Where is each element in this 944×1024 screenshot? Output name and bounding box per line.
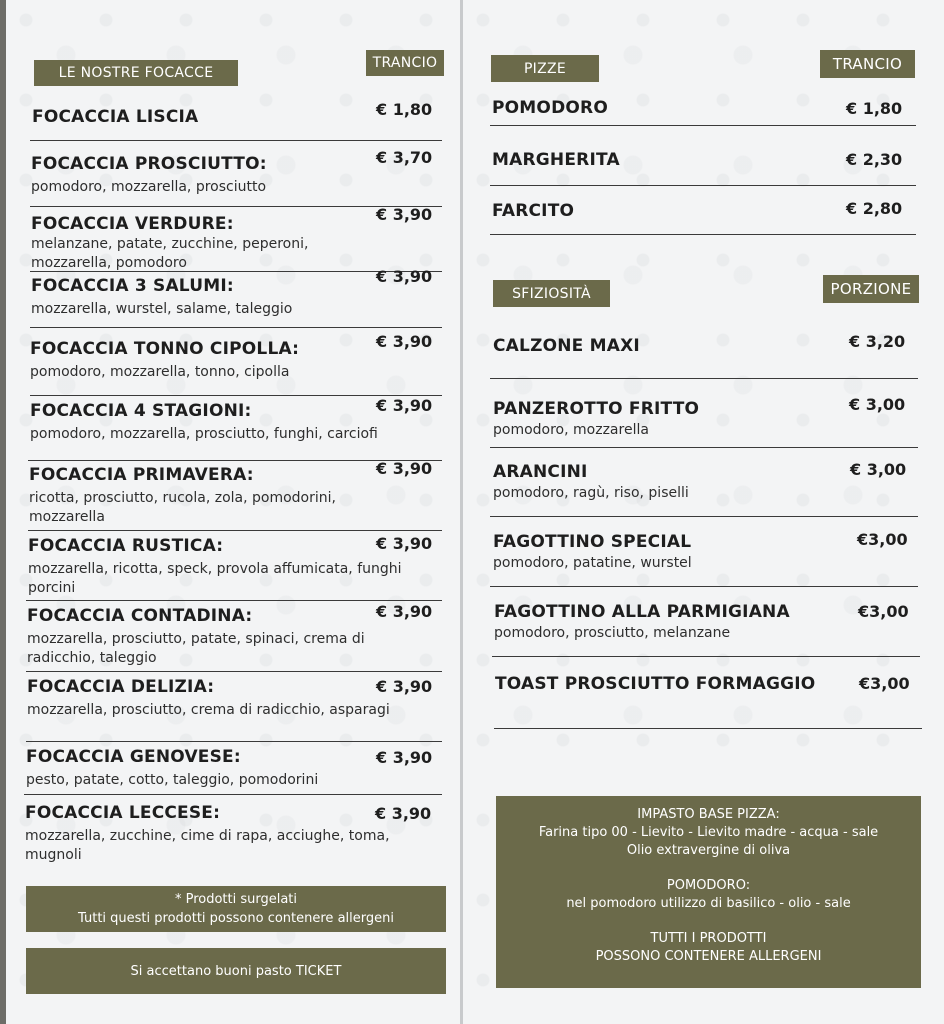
item-price: € 3,00 <box>850 460 907 479</box>
item-name: ARANCINI <box>493 462 588 482</box>
item-name: FOCACCIA 3 SALUMI: <box>31 276 234 296</box>
item-name: FOCACCIA CONTADINA: <box>27 606 253 626</box>
dough-info-box <box>496 796 921 988</box>
item-name: POMODORO <box>492 98 608 118</box>
divider <box>490 586 918 587</box>
item-description: pesto, patate, cotto, taleggio, pomodorini <box>26 772 319 788</box>
divider <box>490 447 918 448</box>
item-description: pomodoro, mozzarella, prosciutto, funghi, carciofi <box>30 426 378 442</box>
allergen-note <box>26 886 446 932</box>
divider <box>28 530 442 531</box>
item-price: € 3,90 <box>376 459 433 478</box>
item-price: € 3,90 <box>376 534 433 553</box>
item-description: mozzarella, ricotta, speck, provola affumicata, funghi porcini <box>28 561 402 596</box>
item-name: FOCACCIA GENOVESE: <box>26 747 241 767</box>
item-price: € 3,70 <box>376 148 433 167</box>
impasto-title: IMPASTO BASE PIZZA: <box>637 807 780 822</box>
divider <box>490 185 916 186</box>
item-description: pomodoro, patatine, wurstel <box>493 555 692 571</box>
item-description: mozzarella, prosciutto, crema di radicchio, asparagi <box>27 702 390 718</box>
section-title-pizze: PIZZE <box>491 55 599 82</box>
item-name: MARGHERITA <box>492 150 620 170</box>
divider <box>26 600 442 601</box>
item-price: € 3,90 <box>376 677 433 696</box>
item-name: FOCACCIA DELIZIA: <box>27 677 215 697</box>
item-price: € 3,00 <box>849 395 906 414</box>
allergen-title: TUTTI I PRODOTTI <box>650 931 767 946</box>
item-price: € 2,80 <box>846 199 903 218</box>
item-description: mozzarella, wurstel, salame, taleggio <box>31 301 293 317</box>
section-title-sfiziosita: SFIZIOSITÀ <box>493 280 610 307</box>
item-name: FOCACCIA 4 STAGIONI: <box>30 401 252 421</box>
item-name: CALZONE MAXI <box>493 336 640 356</box>
item-name: FOCACCIA RUSTICA: <box>28 536 224 556</box>
item-price: € 2,30 <box>846 150 903 169</box>
divider <box>490 516 918 517</box>
item-price: € 3,90 <box>376 602 433 621</box>
allergen-warning: POSSONO CONTENERE ALLERGENI <box>595 949 822 964</box>
item-name: FOCACCIA LECCESE: <box>25 803 221 823</box>
item-price: €3,00 <box>857 530 908 549</box>
item-name: FAGOTTINO ALLA PARMIGIANA <box>494 602 790 622</box>
price-header-trancio: TRANCIO <box>820 50 915 78</box>
item-description: pomodoro, ragù, riso, piselli <box>493 485 689 501</box>
item-price: € 1,80 <box>376 100 433 119</box>
divider <box>30 327 442 328</box>
item-price: € 3,90 <box>375 804 432 823</box>
frozen-products-note: * Prodotti surgelati <box>174 892 298 907</box>
item-price: €3,00 <box>858 602 909 621</box>
item-price: € 3,20 <box>849 332 906 351</box>
allergen-warning: Tutti questi prodotti possono contenere allergeni <box>78 911 394 926</box>
divider <box>494 728 922 729</box>
item-name: FOCACCIA TONNO CIPOLLA: <box>30 339 300 359</box>
ticket-note-text: Si accettano buoni pasto TICKET <box>130 963 342 979</box>
item-name: FOCACCIA VERDURE: <box>31 214 234 234</box>
item-price: € 3,90 <box>376 205 433 224</box>
item-description: mozzarella, prosciutto, patate, spinaci, crema di radicchio, taleggio <box>27 631 365 666</box>
item-description: melanzane, patate, zucchine, peperoni, mozzarella, pomodoro <box>31 236 309 271</box>
impasto-oil: Olio extravergine di oliva <box>626 843 791 858</box>
divider <box>30 140 442 141</box>
item-name: TOAST PROSCIUTTO FORMAGGIO <box>495 674 816 694</box>
section-title-focacce: LE NOSTRE FOCACCE <box>34 60 238 86</box>
price-header-porzione: PORZIONE <box>823 275 919 303</box>
item-price: €3,00 <box>859 674 910 693</box>
pomodoro-ingredients: nel pomodoro utilizzo di basilico - olio - sale <box>566 896 851 911</box>
item-name: FOCACCIA PROSCIUTTO: <box>31 154 267 174</box>
divider <box>492 656 920 657</box>
item-description: ricotta, prosciutto, rucola, zola, pomodorini, mozzarella <box>29 490 336 525</box>
divider <box>490 234 916 235</box>
item-price: € 3,90 <box>376 332 433 351</box>
ticket-note <box>26 948 446 994</box>
item-name: FARCITO <box>492 201 575 221</box>
pomodoro-title: POMODORO: <box>666 878 751 893</box>
item-description: mozzarella, zucchine, cime di rapa, acciughe, toma, mugnoli <box>25 828 390 863</box>
item-description: pomodoro, mozzarella, prosciutto <box>31 179 267 195</box>
divider <box>26 671 442 672</box>
item-price: € 1,80 <box>846 99 903 118</box>
item-description: pomodoro, mozzarella <box>493 422 649 438</box>
divider <box>24 794 442 795</box>
divider <box>490 125 916 126</box>
item-description: pomodoro, prosciutto, melanzane <box>494 625 731 641</box>
impasto-ingredients: Farina tipo 00 - Lievito - Lievito madre - acqua - sale <box>538 825 879 840</box>
price-header-trancio: TRANCIO <box>366 50 444 76</box>
item-price: € 3,90 <box>376 748 433 767</box>
divider <box>26 741 442 742</box>
item-description: pomodoro, mozzarella, tonno, cipolla <box>30 364 290 380</box>
item-name: FAGOTTINO SPECIAL <box>493 532 692 552</box>
divider <box>490 378 918 379</box>
item-name: FOCACCIA LISCIA <box>32 107 199 127</box>
item-name: PANZEROTTO FRITTO <box>493 399 700 419</box>
item-price: € 3,90 <box>376 396 433 415</box>
item-name: FOCACCIA PRIMAVERA: <box>29 465 254 485</box>
item-price: € 3,90 <box>376 267 433 286</box>
